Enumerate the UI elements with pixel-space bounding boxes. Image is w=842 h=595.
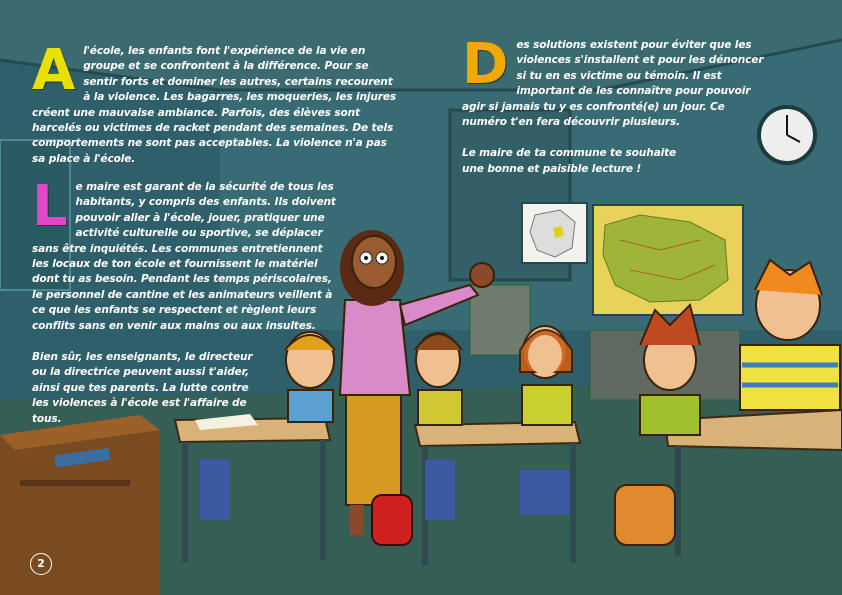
drop-cap-a: A — [32, 38, 76, 103]
pupil-redhair — [640, 305, 700, 435]
pupil-girl — [520, 326, 572, 515]
right-column — [462, 32, 767, 177]
paragraph-d-text: es solutions existent pour éviter que les violences s'installent et pour les dénoncer si tu en es victime ou témoin. Il est important de les connaître pour pouvoir agir si jamais tu y es confronté(e) un jour. Ce numéro t'en fera découvrir plusieurs. — [462, 39, 764, 129]
left-column-l — [32, 174, 342, 334]
backpack-orange — [615, 485, 675, 545]
wall-clock-icon — [759, 107, 815, 163]
closing-message: Le maire de ta commune te souhaite une bonne et paisible lecture ! — [462, 147, 677, 175]
left-column — [32, 38, 402, 167]
backpack-red — [372, 495, 412, 545]
drop-cap-l: L — [32, 174, 68, 239]
paragraph-a-text: l'école, les enfants font l'expérience de la vie en groupe et se confrontent à la différence. Pour se sentir forts et dominer les autres, certains recourent à la violence. Les bagarres, les moqueries, les injures créent une mauvaise ambiance. Parfois, des élèves sont harcelés ou victimes de racket pendant des semaines. De tels comportements ne sont pas acceptables. La violence n'a pas sa place à l'école. — [32, 45, 397, 165]
paragraph-3: Bien sûr, les enseignants, le directeur ou la directrice peuvent aussi t'aider, ainsi que tes parents. La lutte contre les violences à l'école est l'affaire de tous. — [32, 351, 253, 425]
page-number: 2 — [30, 553, 52, 575]
region-map — [593, 205, 743, 315]
left-column-closing — [32, 350, 264, 427]
paragraph-l-text: e maire est garant de la sécurité de tous les habitants, y compris des enfants. Ils doivent pouvoir aller à l'école, jouer, pratiquer une activité culturelle ou sportive, se déplacer sans être inquiétés. Les communes entretiennent les locaux de ton école et fournissent le matériel dont tu as besoin. Pendant les temps périscolaires, le personnel de cantine et les animateurs veillent à ce que les enfants se respectent et règlent leurs conflits sans en venir aux mains ou aux insultes. — [32, 181, 336, 332]
drop-cap-d: D — [462, 32, 509, 97]
france-map — [522, 203, 587, 263]
paragraph-d — [462, 32, 767, 130]
paragraph-l — [32, 174, 342, 334]
bookshelf — [0, 415, 160, 595]
paragraph-a — [32, 38, 402, 167]
